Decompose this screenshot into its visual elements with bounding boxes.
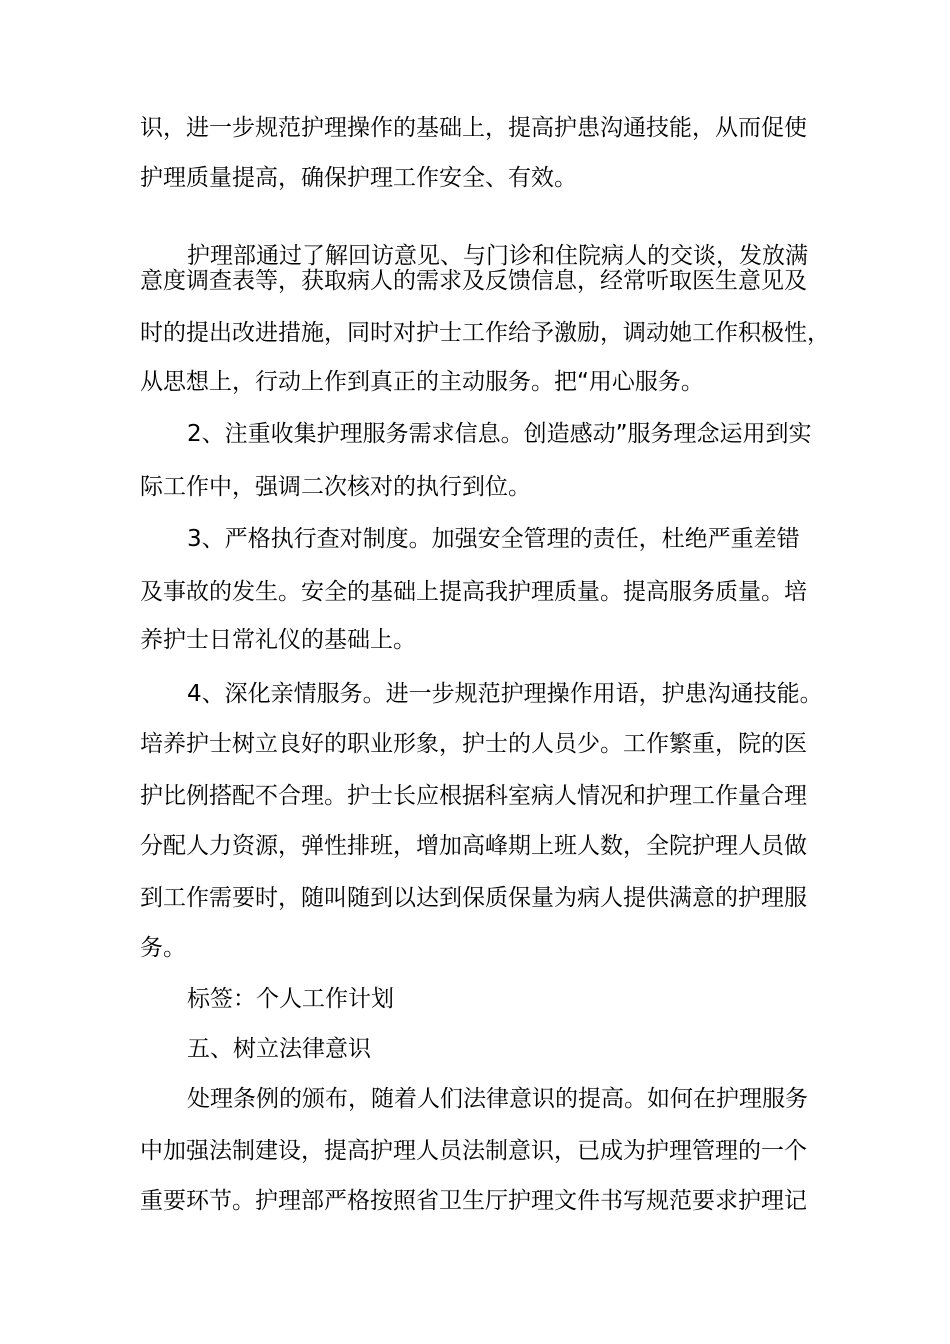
text-line: 护比例搭配不合理。护士长应根据科室病人情况和护理工作量合理 <box>140 783 807 809</box>
text-line: 际工作中，强调二次核对的执行到位。 <box>140 474 531 500</box>
paragraph-start-line: 3、严格执行查对制度。加强安全管理的责任，杜绝严重差错 <box>187 526 800 552</box>
text-line: 重要环节。护理部严格按照省卫生厅护理文件书写规范要求护理记 <box>140 1188 807 1214</box>
text-line: 护理质量提高，确保护理工作安全、有效。 <box>140 165 577 191</box>
text-line: 从思想上，行动上作到真正的主动服务。把“用心服务。 <box>140 369 704 395</box>
text-line: 培养护士树立良好的职业形象，护士的人员少。工作繁重，院的医 <box>140 731 807 757</box>
text-line: 时的提出改进措施，同时对护士工作给予激励，调动她工作积极性， <box>140 320 830 346</box>
text-line: 分配人力资源，弹性排班，增加高峰期上班人数，全院护理人员做 <box>140 833 807 859</box>
text-line: 中加强法制建设，提高护理人员法制意识，已成为护理管理的一个 <box>140 1138 807 1164</box>
text-line: 养护士日常礼仪的基础上。 <box>140 627 416 653</box>
paragraph-start-line: 处理条例的颁布，随着人们法律意识的提高。如何在护理服务 <box>187 1086 808 1112</box>
section-heading: 五、树立法律意识 <box>187 1036 371 1062</box>
paragraph-start-line: 护理部通过了解回访意见、与门诊和住院病人的交谈，发放满 <box>187 243 808 269</box>
text-line: 务。 <box>140 935 186 961</box>
tag-line: 标签：个人工作计划 <box>187 986 394 1012</box>
text-line: 识，进一步规范护理操作的基础上，提高护患沟通技能，从而促使 <box>140 115 807 141</box>
text-line: 到工作需要时，随叫随到以达到保质保量为病人提供满意的护理服 <box>140 885 807 911</box>
text-line: 意度调查表等，获取病人的需求及反馈信息，经常听取医生意见及 <box>140 268 807 294</box>
paragraph-start-line: 4、深化亲情服务。进一步规范护理操作用语，护患沟通技能。 <box>187 681 823 707</box>
paragraph-start-line: 2、注重收集护理服务需求信息。创造感动”服务理念运用到实 <box>187 421 812 447</box>
text-line: 及事故的发生。安全的基础上提高我护理质量。提高服务质量。培 <box>140 579 807 605</box>
